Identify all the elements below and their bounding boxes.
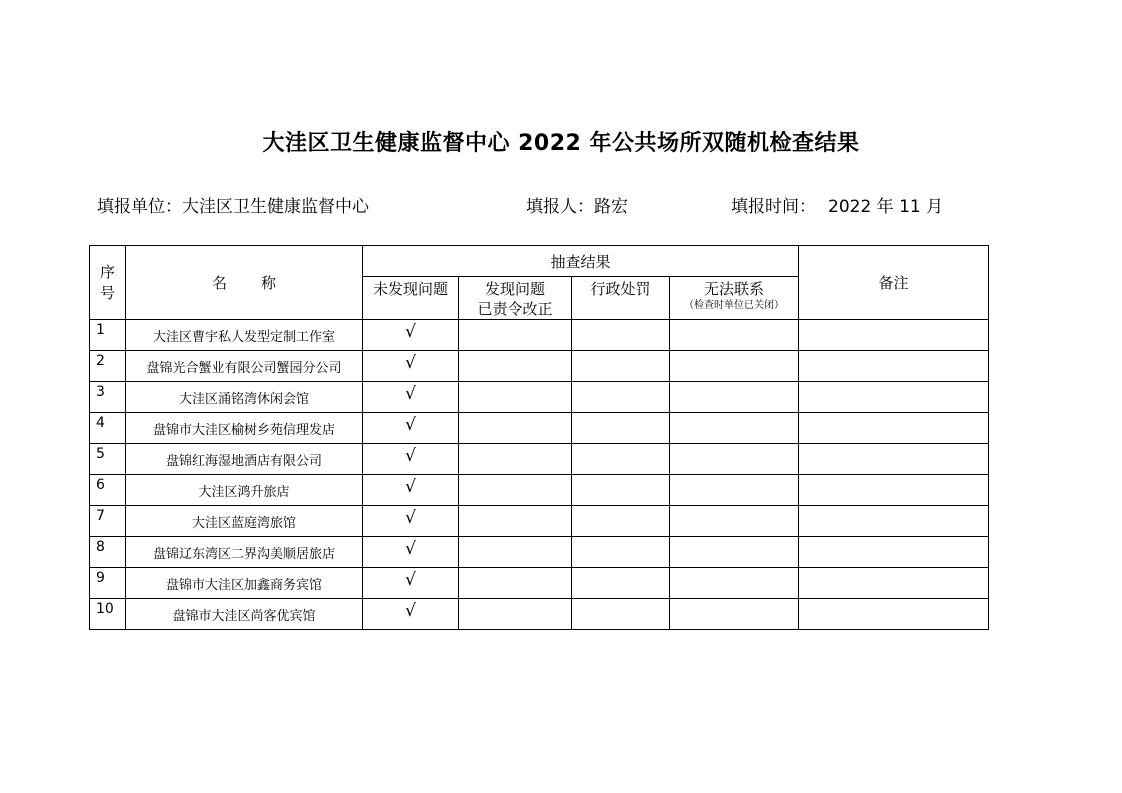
row-name: 盘锦市大洼区榆树乡苑信理发店	[126, 413, 363, 444]
reporting-unit	[97, 192, 369, 217]
found-problem-header	[459, 277, 572, 320]
table-row	[90, 475, 989, 506]
seq-header	[90, 246, 126, 320]
row-seq: 9	[90, 568, 126, 599]
row-penalty	[572, 568, 670, 599]
row-penalty	[572, 475, 670, 506]
reporter	[526, 192, 628, 217]
row-no-problem-check: √	[363, 506, 459, 537]
row-seq: 6	[90, 475, 126, 506]
row-penalty	[572, 444, 670, 475]
row-remarks	[799, 320, 989, 351]
row-no-problem-check: √	[363, 444, 459, 475]
row-seq: 2	[90, 351, 126, 382]
row-found	[459, 320, 572, 351]
report-time-value: 2022 年 11 月	[828, 197, 944, 217]
row-unreachable	[670, 537, 799, 568]
row-no-problem-check: √	[363, 320, 459, 351]
row-unreachable	[670, 320, 799, 351]
row-seq: 1	[90, 320, 126, 351]
row-unreachable	[670, 444, 799, 475]
name-header	[126, 246, 363, 320]
reporter-label: 填报人：	[526, 197, 594, 217]
row-seq: 7	[90, 506, 126, 537]
unreachable-header	[670, 277, 799, 320]
row-penalty	[572, 506, 670, 537]
reporting-unit-label: 填报单位：	[97, 197, 182, 217]
row-name: 大洼区涌铭湾休闲会馆	[126, 382, 363, 413]
penalty-header: 行政处罚	[572, 277, 670, 320]
row-name: 盘锦辽东湾区二界沟美顺居旅店	[126, 537, 363, 568]
table-row	[90, 444, 989, 475]
inspection-results-table	[89, 245, 989, 630]
row-unreachable	[670, 568, 799, 599]
row-no-problem-check: √	[363, 568, 459, 599]
row-penalty	[572, 320, 670, 351]
row-found	[459, 599, 572, 630]
table-row	[90, 506, 989, 537]
row-found	[459, 506, 572, 537]
row-found	[459, 351, 572, 382]
row-name: 大洼区曹宇私人发型定制工作室	[126, 320, 363, 351]
row-name: 盘锦市大洼区加鑫商务宾馆	[126, 568, 363, 599]
row-name: 大洼区蓝庭湾旅馆	[126, 506, 363, 537]
row-unreachable	[670, 413, 799, 444]
seq-header-line1: 序	[99, 262, 115, 281]
row-remarks	[799, 413, 989, 444]
table-row	[90, 568, 989, 599]
row-no-problem-check: √	[363, 475, 459, 506]
row-remarks	[799, 351, 989, 382]
row-remarks	[799, 599, 989, 630]
row-no-problem-check: √	[363, 599, 459, 630]
row-remarks	[799, 475, 989, 506]
row-seq: 5	[90, 444, 126, 475]
table-row	[90, 537, 989, 568]
row-remarks	[799, 382, 989, 413]
remarks-header: 备注	[799, 246, 989, 320]
table-row	[90, 599, 989, 630]
row-remarks	[799, 506, 989, 537]
row-no-problem-check: √	[363, 413, 459, 444]
row-found	[459, 382, 572, 413]
report-time	[731, 192, 943, 217]
table-row	[90, 382, 989, 413]
row-seq: 4	[90, 413, 126, 444]
row-name: 盘锦市大洼区尚客优宾馆	[126, 599, 363, 630]
row-name: 大洼区鸿升旅店	[126, 475, 363, 506]
report-time-label: 填报时间：	[731, 197, 816, 217]
document-title: 大洼区卫生健康监督中心 2022 年公共场所双随机检查结果	[262, 131, 860, 156]
row-penalty	[572, 537, 670, 568]
row-found	[459, 475, 572, 506]
row-no-problem-check: √	[363, 382, 459, 413]
reporting-unit-value: 大洼区卫生健康监督中心	[182, 197, 369, 217]
row-seq: 3	[90, 382, 126, 413]
result-group-header: 抽查结果	[363, 246, 799, 277]
row-penalty	[572, 382, 670, 413]
table-row	[90, 351, 989, 382]
row-seq: 10	[90, 599, 126, 630]
row-found	[459, 413, 572, 444]
no-problem-header: 未发现问题	[363, 277, 459, 320]
name-header-part1: 名	[211, 274, 227, 292]
table-row	[90, 320, 989, 351]
table-row	[90, 413, 989, 444]
row-remarks	[799, 568, 989, 599]
row-unreachable	[670, 382, 799, 413]
row-no-problem-check: √	[363, 351, 459, 382]
row-remarks	[799, 537, 989, 568]
row-remarks	[799, 444, 989, 475]
found-problem-header-line2: 已责令改正	[477, 300, 553, 318]
row-seq: 8	[90, 537, 126, 568]
row-unreachable	[670, 475, 799, 506]
row-found	[459, 537, 572, 568]
row-name: 盘锦红海湿地酒店有限公司	[126, 444, 363, 475]
row-no-problem-check: √	[363, 537, 459, 568]
unreachable-header-note: （检查时单位已关闭）	[684, 300, 784, 311]
row-unreachable	[670, 506, 799, 537]
row-penalty	[572, 599, 670, 630]
seq-header-line2: 号	[99, 283, 115, 302]
row-unreachable	[670, 599, 799, 630]
row-unreachable	[670, 351, 799, 382]
row-found	[459, 444, 572, 475]
row-penalty	[572, 351, 670, 382]
found-problem-header-line1: 发现问题	[484, 280, 545, 298]
row-name: 盘锦光合蟹业有限公司蟹园分公司	[126, 351, 363, 382]
unreachable-header-label: 无法联系	[704, 280, 765, 298]
name-header-part2: 称	[261, 274, 277, 292]
row-found	[459, 568, 572, 599]
reporter-value: 路宏	[594, 197, 628, 217]
row-penalty	[572, 413, 670, 444]
